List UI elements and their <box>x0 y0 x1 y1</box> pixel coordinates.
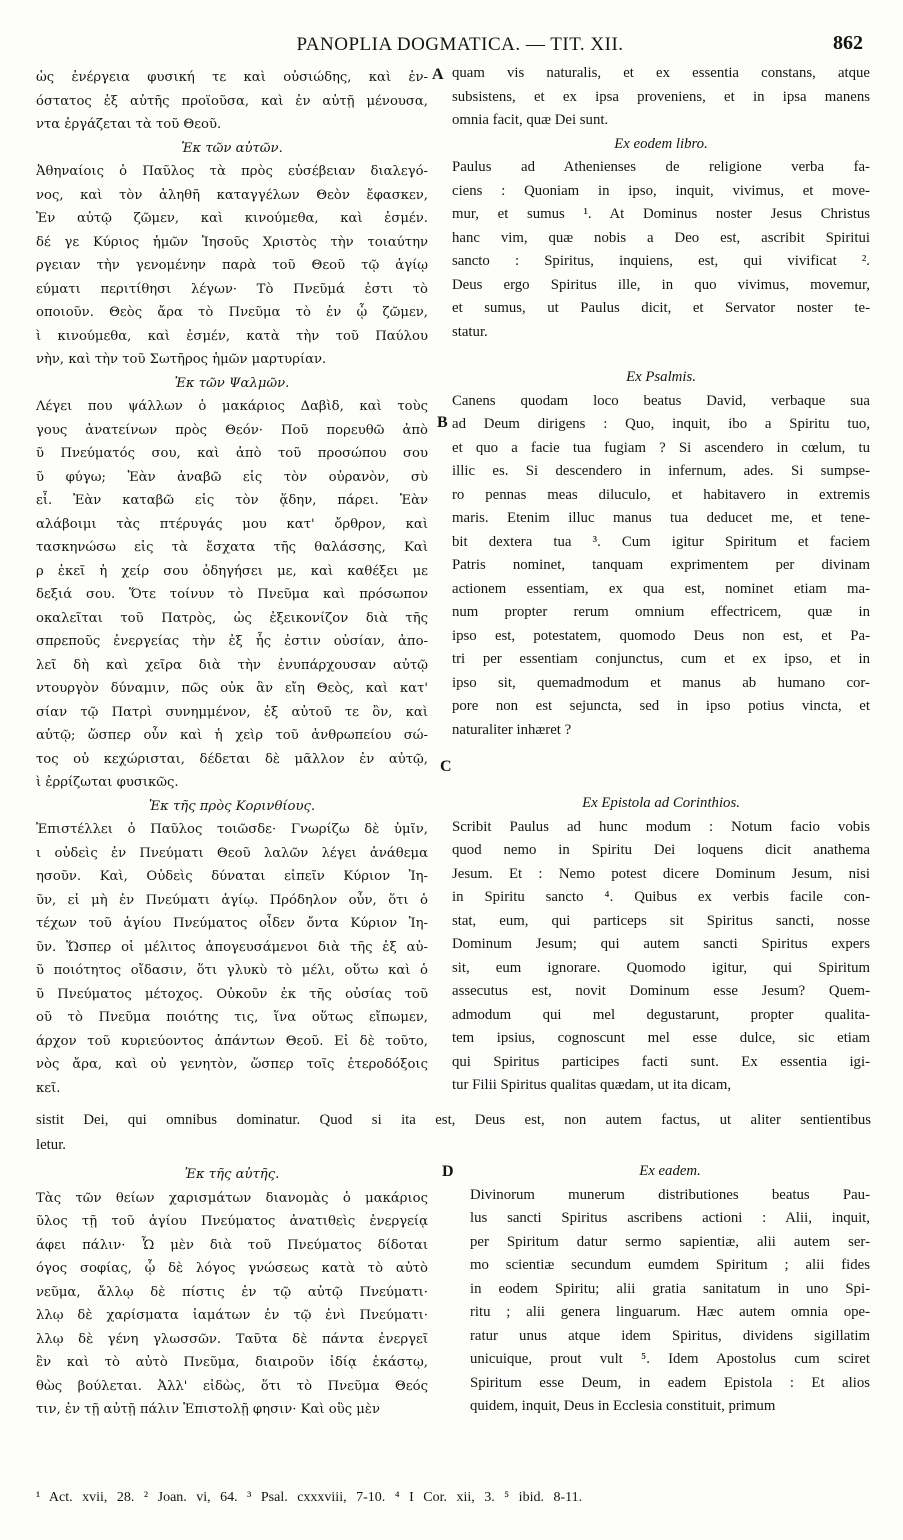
text-line: ργειαν τὴν γενομένην παρὰ τοῦ Θεοῦ τῷ ἁγίῳ <box>36 258 428 273</box>
text-line: ὶ ἐρρίζωται φυσικῶς. <box>36 775 179 790</box>
text-line: quod nemo in Spiritu Dei loquens dicit anathema <box>452 842 870 858</box>
text-line: εύματι περιτίθησι λέγων· Τὸ Πνεῦμά ἐστι τὸ <box>36 281 428 297</box>
latin-column-upper <box>452 62 870 1098</box>
text-line: sancto : Spiritus, inquiens, est, qui vivificat ². <box>452 253 870 269</box>
greek-column-upper <box>36 66 428 1100</box>
text-line: Divinorum munerum distributiones beatus Pau- <box>470 1186 870 1203</box>
text-line: sit, eum ignorare. Quomodo igitur, qui Spiritum <box>452 959 870 976</box>
text-line: ησοῦν. Καὶ, Οὐδεὶς δύναται εἰπεῖν Κύριον Ἰη- <box>36 869 428 884</box>
text-line: mur, et sumus ¹. At Dominus noster Jesus Christus <box>452 206 870 222</box>
text-line: οκαλεῖται τοῦ Πατρὸς, ὡς ἐξεικονίζον διὰ τῆς <box>36 610 428 626</box>
text-line: τος οὐ κεχώρισται, δέδεται δὲ μᾶλλον ἐν αὐτῷ, <box>36 751 428 767</box>
text-line: γους ἀνατείνων πρὸς Θεόν· Ποῦ πορευθῶ ἀπὸ <box>36 422 428 438</box>
text-line: ὡς ἐνέργεια φυσική τε καὶ οὐσιώδης, καὶ ἐν- <box>36 70 428 85</box>
running-title: PANOPLIA DOGMATICA. — TIT. XII. <box>296 34 624 55</box>
text-line: Λέγει που ψάλλων ὁ μακάριος Δαβὶδ, καὶ τοὺς <box>36 399 428 414</box>
text-line: όγος σοφίας, ᾧ δὲ λόγος γνώσεως κατὰ τὸ αὐτὸ <box>36 1261 428 1276</box>
text-line: άφει πάλιν· Ὧ μὲν διὰ τοῦ Πνεύματος δίδοται <box>36 1237 428 1253</box>
text-line: αλάβοιμι τὰς πτέρυγάς μου κατ' ὄρθρον, καὶ <box>36 516 428 532</box>
text-line: ῦ φύγω; Ἐὰν ἀναβῶ εἰς τὸν οὐρανὸν, σὺ <box>36 469 428 485</box>
text-line: tri per essentiam conjunctus, cum et ex ipso, et in <box>452 651 870 667</box>
text-line: λλῳ δὲ γένη γλωσσῶν. Ταῦτα δὲ πάντα ἐνεργεῖ <box>36 1331 428 1347</box>
text-line: Τὰς τῶν θείων χαρισμάτων διανομὰς ὁ μακάριος <box>36 1190 428 1206</box>
text-line: actionem essentiam, ex qua est, nominet etiam ma- <box>452 580 870 597</box>
text-line: Ex eodem libro. <box>614 135 708 152</box>
text-line: ῦν. Ὥσπερ οἱ μέλιτος ἀπογευσάμενοι διὰ τῆς ἐξ αὐ- <box>36 939 428 955</box>
text-line: δέ γε Κύριος ἡμῶν Ἰησοῦς Χριστὸς τὴν τοιαύτην <box>36 234 428 250</box>
text-line: ὶ κινούμεθα, καὶ ἐσμέν, κατὰ τὴν τοῦ Παύλου <box>36 328 428 344</box>
text-line: οποιοῦν. Θεὸς ἄρα τὸ Πνεῦμα τὸ ἐν ᾧ ζῶμεν, <box>36 305 428 320</box>
margin-letter-d: D <box>442 1163 454 1180</box>
text-line: Ex Psalmis. <box>626 369 696 385</box>
text-line: ad Deum dirigens : Quo, inquit, ibo a Spiritu tuo, <box>452 416 870 432</box>
text-line: ῦν, εἰ μὴ ἐν Πνεύματι ἁγίῳ. Πρόδηλον οὖν, ὅτι ὁ <box>36 892 428 908</box>
text-line: num propter rerum omnium effectricem, quæ in <box>452 604 870 620</box>
text-line: ντουργὸν δύναμιν, πῶς οὐκ ἂν εἴη Θεὸς, καὶ κατ' <box>36 681 428 696</box>
text-line: ῦ Πνεύματός σου, καὶ ἀπὸ τοῦ προσώπου σου <box>36 446 428 461</box>
text-line: et sumus, ut Paulus dicit, et Servator noster te- <box>452 300 870 316</box>
text-line: όστατος ἐξ αὐτῆς προϊοῦσα, καὶ ἐν αὐτῇ μένουσα, <box>36 93 428 109</box>
text-line: Ex Epistola ad Corinthios. <box>582 795 740 811</box>
text-line: illic es. Si descendero in infernum, ades. Si sumpse- <box>452 463 870 479</box>
text-line: οῦ τὸ Πνεῦμα ποιότης τις, ἵνα οὕτως εἴπωμεν, <box>36 1010 428 1025</box>
text-line: νος, καὶ τὸν ἀληθῆ καταγγέλων Θεὸν ἔφασκεν, <box>36 187 428 203</box>
text-line: λλῳ δὲ χαρίσματα ἰαμάτων ἐν τῷ ἑνὶ Πνεύματι· <box>36 1308 428 1323</box>
text-line: quam vis naturalis, et ex essentia constans, atque <box>452 65 870 81</box>
text-line: in Spiritu sancto ⁴. Quibus ex verbis facile con- <box>452 889 870 905</box>
text-line: Dominum Jesum; qui autem sancti Spiritus expers <box>452 936 870 952</box>
footnotes: ¹ Act. xvii, 28. ² Joan. vi, 64. ³ Psal. cxxxviii, 7-10. ⁴ I Cor. xii, 3. ⁵ ibid. 8-11. <box>36 1490 583 1505</box>
text-line: σίαν τῷ Πατρὶ συνημμένον, ἐξ αὐτοῦ τε ὂν, καὶ <box>36 704 428 720</box>
text-line: ratur unus atque idem Spiritus, dividens sigillatim <box>470 1327 870 1344</box>
text-line: Ἐν αὐτῷ ζῶμεν, καὶ κινούμεθα, καὶ ἐσμέν. <box>36 211 428 226</box>
text-line: lus sancti Spiritus ascribens actioni : Alii, inquit, <box>470 1210 870 1226</box>
text-line: εἶ. Ἐὰν καταβῶ εἰς τὸν ᾅδην, πάρει. Ἐὰν <box>36 493 428 508</box>
full-width-line-end: letur. <box>36 1137 66 1153</box>
text-line: ῦ Πνεύματος μέτοχος. Οὐκοῦν ἐκ τῆς οὐσίας τοῦ <box>36 986 428 1002</box>
text-line: νεῦμα, ἄλλῳ δὲ πίστις ἐν τῷ αὐτῷ Πνεύματι· <box>36 1284 428 1300</box>
text-line: Ἐκ τῶν αὐτῶν. <box>181 140 283 156</box>
text-line: Deus ergo Spiritus ille, in quo vivimus, movemur, <box>452 276 870 293</box>
text-line: ντα ἐργάζεται τὰ τοῦ Θεοῦ. <box>36 117 222 132</box>
text-line: subsistens, et ex ipsa proveniens, et in ipsa manens <box>452 88 870 105</box>
text-line: quidem, inquit, Deus in Ecclesia constituit, primum <box>470 1398 776 1414</box>
greek-column-lower <box>36 1163 428 1422</box>
text-line: Paulus ad Athenienses de religione verba fa- <box>452 159 870 175</box>
text-line: τιν, ἐν τῇ αὐτῇ πάλιν Ἐπιστολῇ φησιν· Καὶ οὓς μὲν <box>36 1402 380 1417</box>
page-number: 862 <box>833 32 863 54</box>
text-line: λεῖ δὴ καὶ χεῖρα διὰ τὴν ἐνυπάρχουσαν αὐτῷ <box>36 657 428 673</box>
latin-column-lower <box>470 1160 870 1419</box>
text-line: hanc vim, quæ nobis a Deo est, ascribit Spiritui <box>452 229 870 246</box>
margin-letter-a: A <box>432 66 444 83</box>
text-line: κεῖ. <box>36 1080 61 1096</box>
text-line: mo scientiæ secundum eumdem Spiritum ; alii fides <box>470 1257 870 1273</box>
text-line: ipso est, potestatem, quomodo Deus non est, et Pa- <box>452 627 870 644</box>
margin-letter-c: C <box>440 758 452 775</box>
text-line: ritu ; alii genera linguarum. Hæc autem omnia ope- <box>470 1304 870 1320</box>
text-line: ρ ἐκεῖ ἡ χείρ σου ὁδηγήσει με, καὶ καθέξει με <box>36 563 428 579</box>
full-width-line: sistit Dei, qui omnibus dominatur. Quod si ita est, Deus est, non autem factus, ut aliter sentientibus <box>36 1112 871 1128</box>
text-line: ipso sit, quemadmodum et manus ab humano cor- <box>452 674 870 691</box>
text-line: statur. <box>452 323 488 340</box>
text-line: ῦλος τῇ τοῦ ἁγίου Πνεύματος ἀνατιθεὶς ἐνεργείᾳ <box>36 1214 428 1229</box>
text-line: et quo a facie tua fugiam ? Si ascendero in cœlum, tu <box>452 439 870 456</box>
text-line: Spiritum esse Deum, in eadem Epistola : Et alios <box>470 1374 870 1391</box>
text-line: stat, eum, qui particeps sit Spiritus sancti, nosse <box>452 912 870 929</box>
text-line: bit dextera tua ³. Cum igitur Spiritum et faciem <box>452 533 870 550</box>
text-line: Ἐπιστέλλει ὁ Παῦλος τοιῶσδε· Γνωρίζω δὲ ὑμῖν, <box>36 822 428 837</box>
text-line: σπρεποῦς ἐνεργείας τὴν ἐξ ἧς ἐστιν οὐσίαν, ἀπο- <box>36 634 428 649</box>
text-line: maris. Etenim illuc manus tua deducet me, et tene- <box>452 510 870 526</box>
text-line: τασκηνώσω εἰς τὰ ἔσχατα τῆς θαλάσσης, Καὶ <box>36 540 428 555</box>
text-line: νὴν, καὶ τὴν τοῦ Σωτῆρος ἡμῶν μαρτυρίαν. <box>36 352 327 367</box>
text-line: naturaliter inhæret ? <box>452 721 572 738</box>
text-line: tem ipsius, cognoscunt mel esse dulce, sic etiam <box>452 1030 870 1046</box>
text-line: ro pennas meas diluculo, et habitavero in extremis <box>452 486 870 503</box>
text-line: assecutus est, novit Dominum esse Jesum? Quem- <box>452 983 870 999</box>
margin-letter-b: B <box>437 414 448 431</box>
text-line: tur Filii Spiritus qualitas quædam, ut ita dicam, <box>452 1077 732 1093</box>
text-line: per Spiritum datur sermo sapientiæ, alii autem ser- <box>470 1233 870 1250</box>
text-line: unicuique, prout vult ⁵. Idem Apostolus cum sciret <box>470 1351 870 1367</box>
text-line: Ἐκ τῆς πρὸς Κορινθίους. <box>148 798 316 814</box>
text-line: ι οὐδεὶς ἐν Πνεύματι Θεοῦ λαλῶν λέγει ἀνάθεμα <box>36 845 428 861</box>
text-line: δεξιά σου. Ὅτε τοίνυν τὸ Πνεῦμα καὶ πρόσωπον <box>36 587 428 602</box>
text-line: τέχων τοῦ ἁγίου Πνεύματος οἶδεν ὄντα Κύριον Ἰη- <box>36 916 428 931</box>
text-line: Scribit Paulus ad hunc modum : Notum facio vobis <box>452 818 870 835</box>
text-line: qui Spiritus participes facti sunt. Ex essentia igi- <box>452 1053 870 1070</box>
text-line: θὼς βούλεται. Ἀλλ' εἰδὼς, ὅτι τὸ Πνεῦμα Θεός <box>36 1378 428 1394</box>
text-line: Ex eadem. <box>639 1163 701 1179</box>
text-line: in eodem Spiritu; alii gratia sanitatum in uno Spi- <box>470 1280 870 1297</box>
text-line: ciens : Quoniam in ipso, inquit, vivimus, et move- <box>452 182 870 199</box>
text-line: ἓν καὶ τὸ αὐτὸ Πνεῦμα, διαιροῦν ἰδίᾳ ἑκάστῳ, <box>36 1355 428 1370</box>
text-line: Patris nominet, tanquam exprimentem per divinam <box>452 557 870 573</box>
text-line: ῦ ποιότητος οἴδασιν, ὅτι γλυκὺ τὸ μέλι, οὕτω καὶ ὁ <box>36 963 428 978</box>
text-line: νὸς ἄρα, καὶ οὐ γενητὸν, ὥσπερ τοῖς ἑτεροδόξοις <box>36 1057 428 1072</box>
text-line: αὐτῷ; ὥσπερ οὖν καὶ ἡ χεὶρ τοῦ ἀνθρωπείου σώ- <box>36 728 428 743</box>
text-line: Ἐκ τῶν Ψαλμῶν. <box>174 375 290 391</box>
text-line: admodum qui mel degustarunt, propter qualita- <box>452 1006 870 1023</box>
text-line: Ἐκ τῆς αὐτῆς. <box>184 1167 280 1182</box>
text-line: pore non est sejuncta, sed in ipso potius vincta, et <box>452 698 870 714</box>
text-line: omnia facit, quæ Dei sunt. <box>452 112 609 128</box>
text-line: Canens quodam loco beatus David, verbaque sua <box>452 392 870 409</box>
text-line: Ἀθηναίοις ὁ Παῦλος τὰ πρὸς εὐσέβειαν διαλεγό- <box>36 164 428 179</box>
text-line: Jesum. Et : Nemo potest dicere Dominum Jesum, nisi <box>452 865 870 882</box>
text-line: άρχον τοῦ κυριεύοντος ἁπάντων Θεοῦ. Εἰ δὲ τοῦτο, <box>36 1033 428 1049</box>
